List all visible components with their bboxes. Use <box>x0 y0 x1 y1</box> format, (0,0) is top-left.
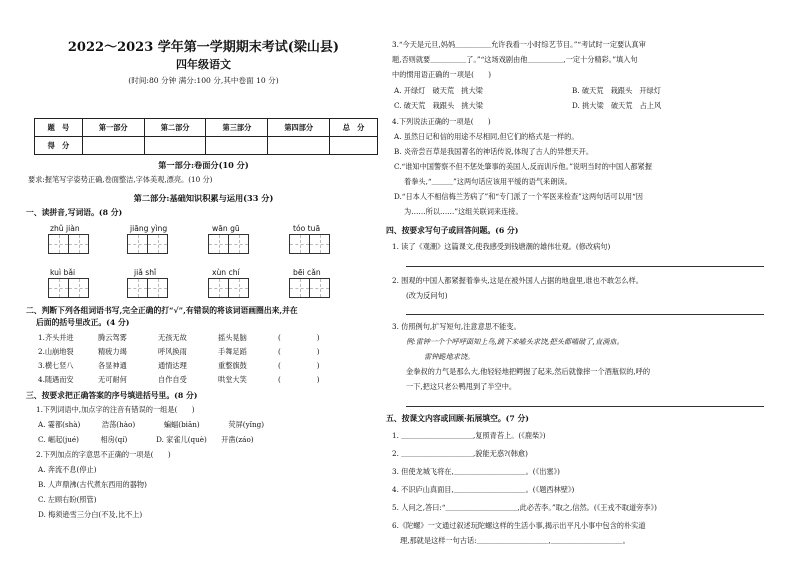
score-input-cell[interactable] <box>82 137 144 155</box>
q4-3-text-line2: 一下,把这只老公鸭甩到了半空中。 <box>406 382 517 391</box>
q2-row <box>38 347 358 356</box>
q2-answer-paren[interactable]: ( ) <box>278 375 320 384</box>
q3-2-option-a[interactable]: A. 奔流不息(停止) <box>38 465 97 474</box>
q3-4-option-c-cont: 着拳头,“＿＿＿”这两句话应该用平缓的语气来朗读。 <box>404 177 572 186</box>
score-cell: 第四部分 <box>268 119 330 137</box>
q3-3-stem-line2: 题,否则就要＿＿＿＿＿了。”“这场戏剧由他＿＿＿＿＿,一定十分精彩。”填入句 <box>392 55 638 64</box>
q3-4-option-b[interactable]: B. 炎帝尝百草是我国著名的神话传说,体现了古人的异想天开。 <box>394 147 594 156</box>
left-column <box>26 0 381 561</box>
char-grid[interactable] <box>48 234 89 254</box>
score-input-cell[interactable] <box>330 137 378 155</box>
pinyin-label: jiāng yìng <box>130 224 168 233</box>
answer-line[interactable] <box>406 266 764 267</box>
q2-word[interactable]: 3.横七竖八 <box>38 361 74 370</box>
char-grid[interactable] <box>208 234 249 254</box>
q5-heading: 五、按课文内容或回顾·拓展填空。(7 分) <box>386 414 529 423</box>
q3-3-stem-line1: 3.“今天是元旦,妈妈＿＿＿＿＿允许我看一小时综艺节目。”“考试时一定要认真审 <box>392 40 646 49</box>
score-input-cell[interactable] <box>206 137 268 155</box>
score-input-cell[interactable] <box>268 137 330 155</box>
part1-title: 第一部分:卷面分(10 分) <box>158 160 249 170</box>
q2-answer-paren[interactable]: ( ) <box>278 347 320 356</box>
pinyin-label: tóo tuā <box>293 224 321 233</box>
answer-line[interactable] <box>406 406 764 407</box>
q4-3-text-line1: 金拳叔的力气是那么大,他轻轻地把鳄握了起来,然后就像摔一个酒瓶似的,呼的 <box>406 367 651 376</box>
q3-3-option-c[interactable]: C. 破天荒 栽跟头 挑大梁 <box>394 101 483 110</box>
char-grid[interactable] <box>127 234 168 254</box>
score-input-cell[interactable] <box>144 137 206 155</box>
q2-row <box>38 333 358 342</box>
q2-word[interactable]: 精疲力竭 <box>98 347 127 356</box>
pinyin-label: xùn chí <box>212 268 240 277</box>
q2-word[interactable]: 呼风换雨 <box>158 347 187 356</box>
q2-row <box>38 375 358 384</box>
q2-word[interactable]: 1.齐头并进 <box>38 333 74 342</box>
q2-word[interactable]: 无可耐何 <box>98 375 127 384</box>
score-table-header-row <box>35 119 378 137</box>
q1-heading: 一、读拼音,写词语。(8 分) <box>26 208 123 217</box>
score-cell: 第二部分 <box>144 119 206 137</box>
q3-3-option-a[interactable]: A. 开绿灯 破天荒 挑大梁 <box>394 86 483 95</box>
score-cell: 得 分 <box>35 137 83 155</box>
q3-heading: 三、按要求把正确答案的序号填进括号里。(8 分) <box>26 391 198 400</box>
q2-row <box>38 361 358 370</box>
q3-3-option-d[interactable]: D. 挑大梁 破天荒 占上风 <box>572 101 662 110</box>
q3-2-option-d[interactable]: D. 梅须逊雪三分白(不及,比不上) <box>38 510 143 519</box>
q3-4-option-a[interactable]: A. 虽然日记和信的用途不尽相同,但它们的格式是一样的。 <box>394 132 579 141</box>
q4-3-stem: 3. 仿照例句,扩写短句,注意意思不能变。 <box>392 322 521 331</box>
q3-4-option-d[interactable]: D.“日本人不相信梅兰芳病了”和“专门派了一个军医来检查”这两句话可以用“因 <box>394 192 643 201</box>
q2-word[interactable]: 各显神通 <box>98 361 127 370</box>
score-cell: 题 号 <box>35 119 83 137</box>
q4-2-stem: 2. 围观的中国人都紧握着拳头,这是在被外国人占据的地盘里,谁也不敢怎么样。 <box>392 276 643 285</box>
score-cell: 总 分 <box>330 119 378 137</box>
q3-1-stem: 1.下列词语中,加点字的注音有错误的一组是( ) <box>36 405 195 414</box>
q2-word[interactable]: 2.山崩地裂 <box>38 347 74 356</box>
score-table <box>34 118 378 155</box>
part2-title: 第二部分:基础知识积累与运用(33 分) <box>133 193 274 203</box>
pinyin-label: jiǎ shǐ <box>134 268 157 277</box>
q2-answer-paren[interactable]: ( ) <box>278 361 320 370</box>
score-cell: 第一部分 <box>82 119 144 137</box>
q3-2-option-b[interactable]: B. 人声鼎沸(古代煮东西用的器物) <box>38 480 147 489</box>
pinyin-label: zhǔ jiàn <box>50 224 80 233</box>
char-grid[interactable] <box>127 278 168 298</box>
exam-meta: (时间:80 分钟 满分:100 分,其中卷面 10 分) <box>128 76 279 85</box>
q2-word[interactable]: 通情达理 <box>158 361 187 370</box>
q2-answer-paren[interactable]: ( ) <box>278 333 320 342</box>
q5-1[interactable]: 1. ＿＿＿＿＿＿＿＿＿＿,复照青苔上。(《鹿柴》) <box>392 431 546 440</box>
q5-4[interactable]: 4. 不识庐山真面目,＿＿＿＿＿＿＿＿＿＿。(《题西林壁》) <box>392 485 575 494</box>
q5-6-cont[interactable]: 理,那就是这样一句古话:＿＿＿＿＿＿＿＿＿＿,＿＿＿＿＿＿＿＿＿＿。 <box>400 536 630 545</box>
q2-heading: 二、判断下列各组词语书写,完全正确的打“√”,有错误的将该词语画圈出来,并在 <box>26 306 298 315</box>
q4-3-example: 例:雷钟一个个呼呼面知上鸟,跳下来嗑头求饶,把头都嗑破了,直淌血。 <box>406 337 624 346</box>
q5-6: 6.《陀螺》一文通过叙述玩陀螺这样的生活小事,揭示出平凡小事中包含的朴实道 <box>392 521 646 530</box>
part1-requirement: 要求:握笔写字姿势正确,卷面整洁,字体美观,漂亮。(10 分) <box>28 175 213 184</box>
q2-word[interactable]: 腾云驾雾 <box>98 333 127 342</box>
q5-2[interactable]: 2. ＿＿＿＿＿＿＿＿＿＿,貌能无惑?(韩愈) <box>392 449 528 458</box>
pinyin-label: wān gū <box>212 224 240 233</box>
exam-subtitle: 四年级语文 <box>176 58 231 71</box>
q2-word[interactable]: 哄堂大笑 <box>218 375 247 384</box>
q3-1-options-cd[interactable]: C. 崛起(jué) 相房(qí) D. 家雀儿(què) 开凿(záo) <box>38 435 254 444</box>
q5-3[interactable]: 3. 但使龙城飞将在,＿＿＿＿＿＿＿＿＿＿。(《出塞》) <box>392 467 560 476</box>
q2-word[interactable]: 手舞足蹈 <box>218 347 247 356</box>
right-column <box>386 0 770 561</box>
q3-2-option-c[interactable]: C. 左顾右盼(照管) <box>38 495 97 504</box>
score-table-score-row <box>35 137 378 155</box>
q2-word[interactable]: 无孩无故 <box>158 333 187 342</box>
q4-1-stem: 1. 读了《观潮》这篇课文,使我感受到钱塘潮的雄伟壮观。(修改病句) <box>392 242 611 251</box>
q4-3-example-short: 雷钟跪地求饶。 <box>424 352 475 361</box>
char-grid[interactable] <box>208 278 249 298</box>
q5-5[interactable]: 5. 人问之,答曰:“＿＿＿＿＿＿＿＿＿＿,此必苦李。”取之,信然。(《王戎不取道旁李》) <box>392 503 657 512</box>
q4-2-stem-cont: (改为反问句) <box>406 291 448 300</box>
exam-title: 2022～2023 学年第一学期期末考试(梁山县) <box>67 40 340 55</box>
q3-4-stem: 4.下列说法正确的一项是( ) <box>392 117 491 126</box>
pinyin-label: bēi cǎn <box>293 268 321 277</box>
char-grid[interactable] <box>48 278 89 298</box>
q3-1-options-ab[interactable]: A. 霎都(shà) 浩荡(hào) 蝙蝠(biān) 荧屏(yǐng) <box>38 420 265 429</box>
q4-heading: 四、按要求写句子或回答问题。(6 分) <box>386 226 519 235</box>
q2-word[interactable]: 重整旗鼓 <box>218 361 247 370</box>
q2-word[interactable]: 摇头晃脑 <box>218 333 247 342</box>
score-cell: 第三部分 <box>206 119 268 137</box>
q3-4-option-c[interactable]: C.“谁知中国警察不但不惩处肇事的美国人,反而训斥他。”说明当时的中国人都紧握 <box>394 162 652 171</box>
char-grid[interactable] <box>289 234 330 254</box>
q3-3-option-b[interactable]: B. 破天荒 栽跟头 开绿灯 <box>572 86 661 95</box>
q3-3-stem-line3: 中的惯用语正确的一项是( ) <box>392 70 492 79</box>
q2-word[interactable]: 4.随遇而安 <box>38 375 74 384</box>
answer-line[interactable] <box>406 314 764 315</box>
q3-4-option-d-cont: 为……所以……”这组关联词来连接。 <box>404 207 523 216</box>
q2-heading-cont: 后面的括号里改正。(4 分) <box>36 318 130 327</box>
q2-word[interactable]: 自作自受 <box>158 375 187 384</box>
q3-2-stem: 2.下列加点的字意思不正确的一项是( ) <box>36 450 171 459</box>
char-grid[interactable] <box>289 278 330 298</box>
pinyin-label: kuì bǎi <box>50 268 76 277</box>
